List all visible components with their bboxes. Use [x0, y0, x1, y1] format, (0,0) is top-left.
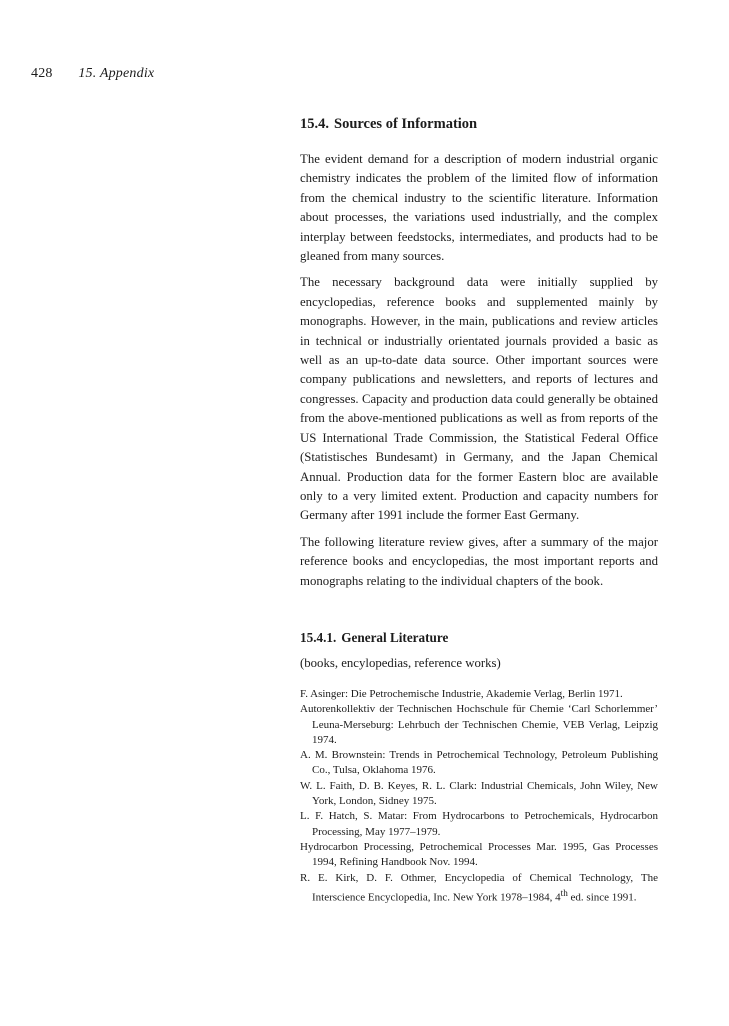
subsection-heading	[300, 630, 448, 646]
reference-item: Autorenkollektiv der Technischen Hochschule für Chemie ‘Carl Schorlemmer’ Leuna-Merseburg: Lehrbuch der Technischen Chemie, VEB Verlag, Leipzig 1974.	[300, 703, 658, 746]
running-head	[31, 66, 154, 82]
subsection-title: General Literature	[341, 630, 449, 645]
section-body	[300, 150, 658, 598]
paragraph: The following literature review gives, after a summary of the major reference books and encyclopedias, the most important reports and monographs relating to the individual chapters of the book.	[300, 534, 658, 588]
section-heading	[300, 116, 477, 133]
reference-item	[300, 871, 658, 906]
reference-text: R. E. Kirk, D. F. Othmer, Encyclopedia of Chemical Technology, The Interscience Encyclopedia, Inc. New York 1978–1984, 4	[300, 871, 658, 904]
reference-text-end: ed. since 1991.	[567, 891, 637, 904]
reference-item: Hydrocarbon Processing, Petrochemical Processes Mar. 1995, Gas Processes 1994, Refining Handbook Nov. 1994.	[300, 840, 658, 869]
reference-item: F. Asinger: Die Petrochemische Industrie, Akademie Verlag, Berlin 1971.	[300, 688, 623, 700]
chapter-title: 15. Appendix	[78, 66, 155, 81]
section-number: 15.4.	[300, 116, 329, 132]
page-number: 428	[31, 66, 53, 81]
reference-item: L. F. Hatch, S. Matar: From Hydrocarbons to Petrochemicals, Hydrocarbon Processing, May 1977–1979.	[300, 810, 658, 838]
paragraph: The evident demand for a description of modern industrial organic chemistry indicates the problem of the limited flow of information from the chemical industry to the scientific literature. Information about processes, the variations used industrially, and the complex interplay between feedstocks, intermediates, and products had to be gleaned from many sources.	[300, 152, 658, 264]
paragraph: The necessary background data were initially supplied by encyclopedias, reference books and supplemented mainly by monographs. However, in the main, publications and review articles in technical or industrially orientated journals provided a basic as well as an up-to-date data source. Other important sources were company publications and newsletters, and reports of lectures and congresses. Capacity and production data could generally be obtained from the above-mentioned publications as well as from reports of the US International Trade Commission, the Statistical Federal Office (Statistisches Bundesamt) in Germany, and the Japan Chemical Annual. Production data for the former Eastern bloc are available only to a very limited extent. Production and capacity numbers for Germany after 1991 include the former East Germany.	[300, 275, 658, 523]
subsection-number: 15.4.1.	[300, 630, 337, 645]
section-title: Sources of Information	[334, 116, 478, 132]
reference-list	[300, 687, 658, 906]
reference-item: A. M. Brownstein: Trends in Petrochemical Technology, Petroleum Publishing Co., Tulsa, Oklahoma 1976.	[300, 749, 658, 777]
edition-superscript: th	[560, 887, 568, 898]
subsection-note: (books, encylopedias, reference works)	[300, 656, 501, 670]
reference-item: W. L. Faith, D. B. Keyes, R. L. Clark: Industrial Chemicals, John Wiley, New York, London, Sidney 1975.	[300, 779, 658, 808]
